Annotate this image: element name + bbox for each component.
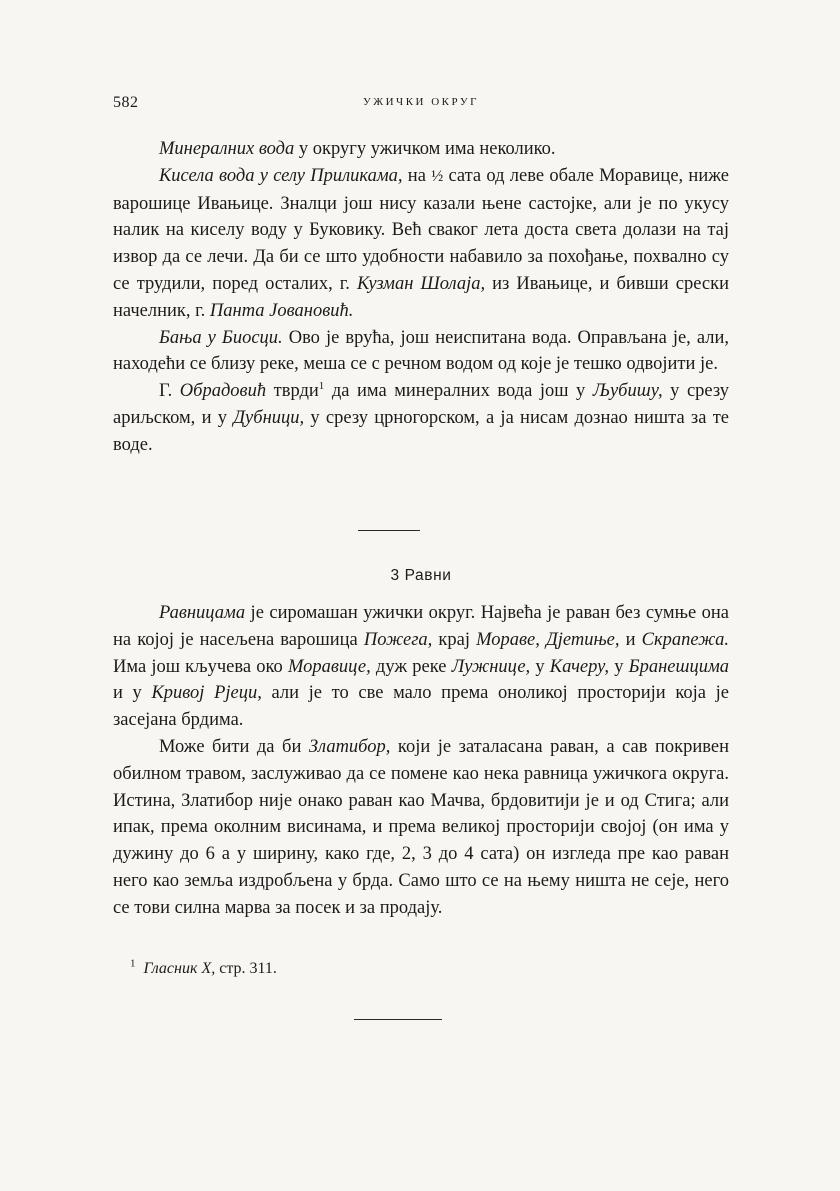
paragraph-mineral-waters-intro bbox=[113, 136, 729, 163]
italic-place: Пожега, bbox=[363, 629, 433, 650]
paragraph-text: , који је заталасана раван, а сав покривен обилном травом, заслуживао да се помене као нека равница ужичкога округа. Истина, Златибор није онако раван као Мачва, брдовитији је и од Стига; али ипак, према околним висинама, и према великој просторији својој (он има у дужину до 6 а у ширину, како где, 2, 3 до 4 сата) он изгледа пре као раван него као земља издробљена у брда. Само што се на њему ништа не сеје, него се тови силна марва за посек и за продају. bbox=[113, 736, 729, 918]
paragraph-text: дуж реке bbox=[370, 656, 452, 677]
italic-term: Бања у Биосци. bbox=[159, 327, 283, 348]
paragraph-banja-biosci bbox=[113, 325, 729, 379]
italic-name: Обрадовић bbox=[179, 381, 267, 402]
paragraph-text: у bbox=[609, 656, 629, 677]
footnote bbox=[130, 957, 710, 978]
section-heading: 3 Равни bbox=[390, 567, 452, 584]
running-head: УЖИЧКИ ОКРУГ bbox=[362, 96, 480, 108]
paragraph-text: Ово је врућа, још неиспитана вода. Оправљана је, али, находећи се близу реке, меша се с речном водом од које је тешко одвојити је. bbox=[113, 327, 729, 375]
paragraph-text: је сиромашан ужички округ. Највећа је раван без сумње она на којој је насељена варошица bbox=[113, 603, 729, 650]
italic-term: Равницама bbox=[159, 603, 246, 623]
paragraph-ravnice bbox=[113, 600, 729, 734]
page-end-divider bbox=[354, 1019, 442, 1020]
italic-term: Кисела вода у селу Приликама, bbox=[159, 165, 403, 186]
paragraph-text: у bbox=[530, 656, 550, 677]
italic-place: Мораве, Дјетиње, bbox=[476, 629, 620, 650]
paragraph-text: и у bbox=[113, 683, 152, 704]
paragraph-text: на bbox=[402, 165, 432, 186]
italic-place: Златибор bbox=[308, 736, 386, 757]
italic-place: Качеру, bbox=[549, 656, 610, 677]
page-number: 582 bbox=[113, 94, 139, 111]
italic-place: Скрапежа. bbox=[641, 629, 729, 650]
paragraph-text: крај bbox=[432, 629, 477, 650]
italic-place: Љубишу, bbox=[592, 381, 663, 402]
footnote-marker: 1 bbox=[130, 957, 136, 970]
paragraph-text: у срезу црногорском, а ја нисам дознао ништа за те воде. bbox=[113, 407, 730, 455]
italic-place: Дубници, bbox=[233, 407, 305, 428]
paragraph-text: сата од леве обале Моравице, ниже варошице Ивањице. Зналци још нису казали њене састојке, али је по укусу налик на киселу воду у Буковику. Већ сваког лета доста света долази на тај извор да се лечи. Да би се што удобности набавило за похођање, похвално су се трудили, поред осталих, г. bbox=[113, 165, 729, 294]
italic-citation: Гласник X, bbox=[143, 960, 216, 977]
paragraph-text: тврди bbox=[266, 381, 319, 402]
section-divider bbox=[358, 530, 420, 531]
plains-section bbox=[113, 600, 729, 922]
mineral-waters-section bbox=[113, 136, 729, 459]
paragraph-text: да има минералних вода још у bbox=[324, 381, 593, 402]
italic-place: Кривој Рјеци, bbox=[151, 683, 262, 704]
italic-name: Кузман Шолаја, bbox=[356, 273, 486, 294]
paragraph-obradovic bbox=[113, 378, 729, 458]
paragraph-text: у срезу ариљском, и у bbox=[113, 381, 730, 428]
paragraph-kisela-voda bbox=[113, 163, 729, 325]
fraction: ½ bbox=[431, 167, 444, 185]
paragraph-text: у округу ужичком има неколико. bbox=[294, 139, 556, 159]
paragraph-text: али је то све мало према оноликој просторији која је засејана брдима. bbox=[113, 683, 729, 731]
page-header bbox=[113, 94, 729, 118]
paragraph-text: из Ивањице, и бивши срески начелник, г. bbox=[113, 273, 729, 321]
paragraph-text: и bbox=[619, 629, 642, 650]
paragraph-text: Може бити да би bbox=[159, 736, 309, 757]
italic-term: Минералних вода bbox=[159, 139, 295, 159]
italic-name: Панта Јовановић. bbox=[209, 300, 354, 321]
paragraph-text: Г. bbox=[159, 381, 180, 402]
italic-place: Моравице, bbox=[288, 656, 371, 677]
paragraph-zlatibor bbox=[113, 734, 729, 922]
paragraph-text: Има још кључева око bbox=[113, 656, 288, 677]
italic-place: Бранешцима bbox=[628, 656, 729, 677]
italic-place: Лужнице, bbox=[451, 656, 531, 677]
footnote-text: стр. 311. bbox=[215, 960, 277, 977]
footnote-reference[interactable]: 1 bbox=[318, 380, 325, 393]
